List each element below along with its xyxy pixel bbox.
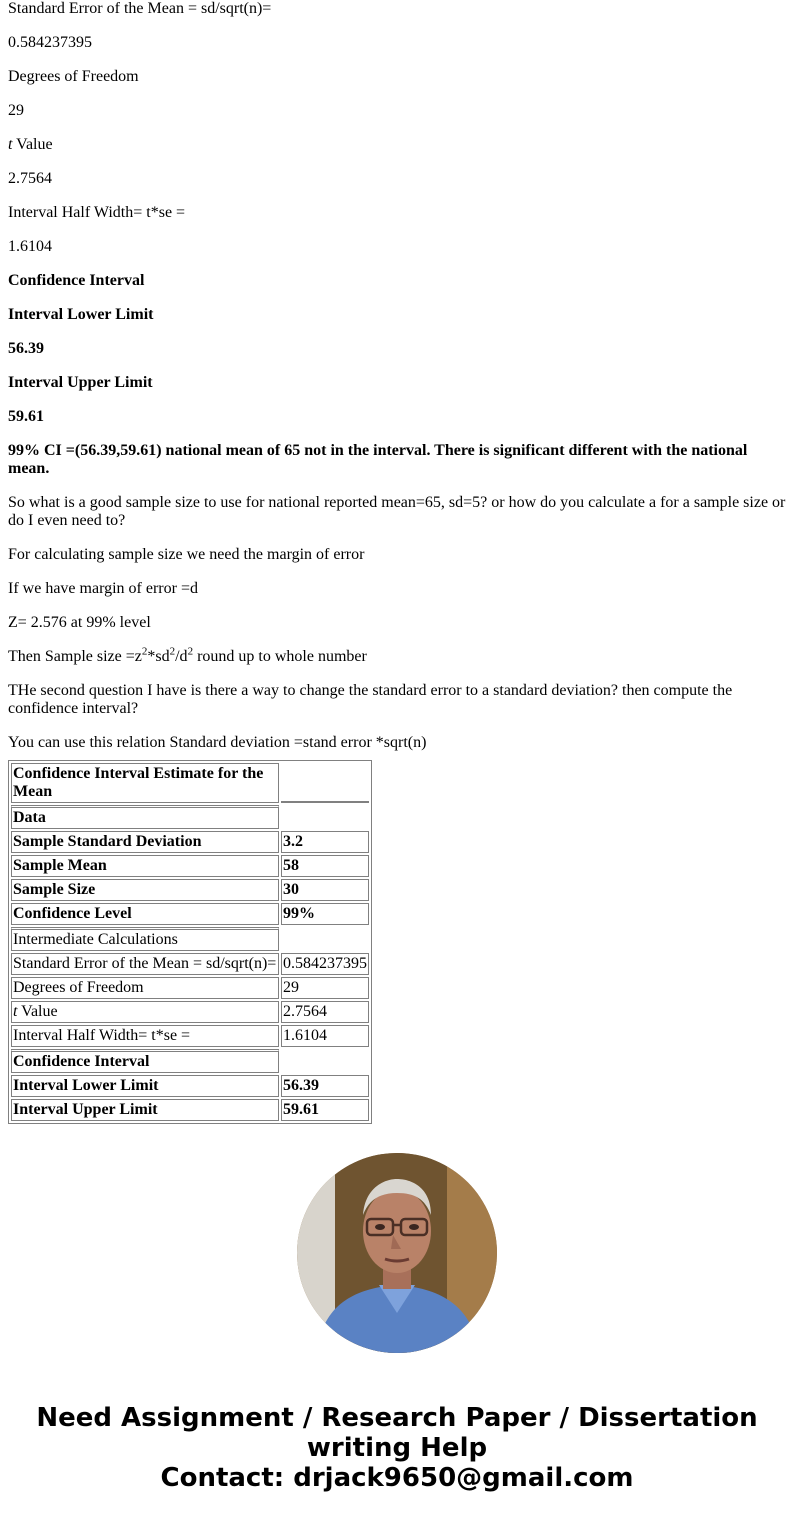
table-row bbox=[11, 1049, 369, 1073]
footer-line-1: Need Assignment / Research Paper / Dissertation writing Help bbox=[36, 1403, 758, 1463]
answer-2: You can use this relation Standard deviation =stand error *sqrt(n) bbox=[8, 734, 427, 751]
t-label-rest: Value bbox=[12, 136, 53, 153]
lower-label-line: Interval Lower Limit bbox=[8, 306, 154, 323]
formula-part-c: /d bbox=[175, 648, 188, 665]
row-value: 0.584237395 bbox=[281, 953, 369, 975]
se-value-line: 0.584237395 bbox=[8, 34, 92, 51]
row-value: 56.39 bbox=[281, 1075, 369, 1097]
t-label-rest: Value bbox=[17, 1003, 58, 1020]
row-value: 99% bbox=[281, 903, 369, 925]
table-row bbox=[11, 831, 369, 853]
margin-line: If we have margin of error =d bbox=[8, 580, 198, 597]
row-label: Interval Half Width= t*se = bbox=[11, 1025, 279, 1047]
table-row bbox=[11, 953, 369, 975]
table-title-row bbox=[11, 763, 369, 803]
formula-part-a: Then Sample size =z bbox=[8, 648, 142, 665]
table-row bbox=[11, 855, 369, 877]
row-label: Interval Upper Limit bbox=[11, 1099, 279, 1121]
row-label bbox=[11, 1001, 279, 1023]
row-label: Sample Size bbox=[11, 879, 279, 901]
answer-1: For calculating sample size we need the margin of error bbox=[8, 546, 365, 563]
formula-line bbox=[8, 645, 786, 666]
row-label: Sample Standard Deviation bbox=[11, 831, 279, 853]
document-body bbox=[8, 0, 786, 1124]
row-value: 58 bbox=[281, 855, 369, 877]
conclusion-line: 99% CI =(56.39,59.61) national mean of 65 not in the interval. There is significant different with the national mean. bbox=[8, 442, 748, 477]
footer-contact: Contact: drjack9650@gmail.com bbox=[160, 1463, 634, 1493]
z-line: Z= 2.576 at 99% level bbox=[8, 614, 151, 631]
ci-heading: Confidence Interval bbox=[11, 1049, 279, 1073]
t-value-line: 2.7564 bbox=[8, 170, 52, 187]
table-row bbox=[11, 1099, 369, 1121]
formula-part-d: round up to whole number bbox=[193, 648, 367, 665]
table-row bbox=[11, 805, 369, 829]
t-italic: t bbox=[13, 1003, 18, 1020]
lower-value-line: 56.39 bbox=[8, 340, 44, 357]
table-row bbox=[11, 977, 369, 999]
df-value-line: 29 bbox=[8, 102, 24, 119]
footer-ad bbox=[0, 1403, 794, 1493]
t-italic: t bbox=[8, 136, 13, 153]
avatar bbox=[297, 1153, 497, 1353]
row-value: 3.2 bbox=[281, 831, 369, 853]
row-value: 29 bbox=[281, 977, 369, 999]
row-value: 2.7564 bbox=[281, 1001, 369, 1023]
df-label-line: Degrees of Freedom bbox=[8, 68, 139, 85]
table-row bbox=[11, 903, 369, 925]
portrait-image bbox=[297, 1153, 497, 1353]
question-1: So what is a good sample size to use for national reported mean=65, sd=5? or how do you calculate a for a sample size or do I even need to? bbox=[8, 494, 786, 529]
table-title: Confidence Interval Estimate for the Mean bbox=[11, 763, 279, 803]
table-row bbox=[11, 927, 369, 951]
row-value: 30 bbox=[281, 879, 369, 901]
table-row bbox=[11, 1025, 369, 1047]
row-label: Sample Mean bbox=[11, 855, 279, 877]
upper-label-line: Interval Upper Limit bbox=[8, 374, 153, 391]
data-heading: Data bbox=[11, 805, 279, 829]
row-label: Degrees of Freedom bbox=[11, 977, 279, 999]
formula-sup-1: 2 bbox=[141, 645, 148, 658]
formula-part-b: *sd bbox=[147, 648, 170, 665]
table-row bbox=[11, 879, 369, 901]
row-value: 59.61 bbox=[281, 1099, 369, 1121]
upper-value-line: 59.61 bbox=[8, 408, 44, 425]
ci-heading-line: Confidence Interval bbox=[8, 272, 145, 289]
t-label-line bbox=[8, 136, 786, 154]
se-label-line: Standard Error of the Mean = sd/sqrt(n)= bbox=[8, 0, 272, 17]
table-row bbox=[11, 1075, 369, 1097]
row-value: 1.6104 bbox=[281, 1025, 369, 1047]
question-2: THe second question I have is there a way to change the standard error to a standard deviation? then compute the confidence interval? bbox=[8, 682, 733, 717]
intermediate-heading: Intermediate Calculations bbox=[11, 927, 279, 951]
ci-estimate-table bbox=[8, 760, 372, 1124]
formula-sup-3: 2 bbox=[187, 645, 194, 658]
row-label: Confidence Level bbox=[11, 903, 279, 925]
table-row bbox=[11, 1001, 369, 1023]
hw-label-line: Interval Half Width= t*se = bbox=[8, 204, 186, 221]
hw-value-line: 1.6104 bbox=[8, 238, 52, 255]
row-label: Standard Error of the Mean = sd/sqrt(n)= bbox=[11, 953, 279, 975]
row-label: Interval Lower Limit bbox=[11, 1075, 279, 1097]
formula-sup-2: 2 bbox=[169, 645, 176, 658]
table-title-blank bbox=[281, 763, 369, 803]
